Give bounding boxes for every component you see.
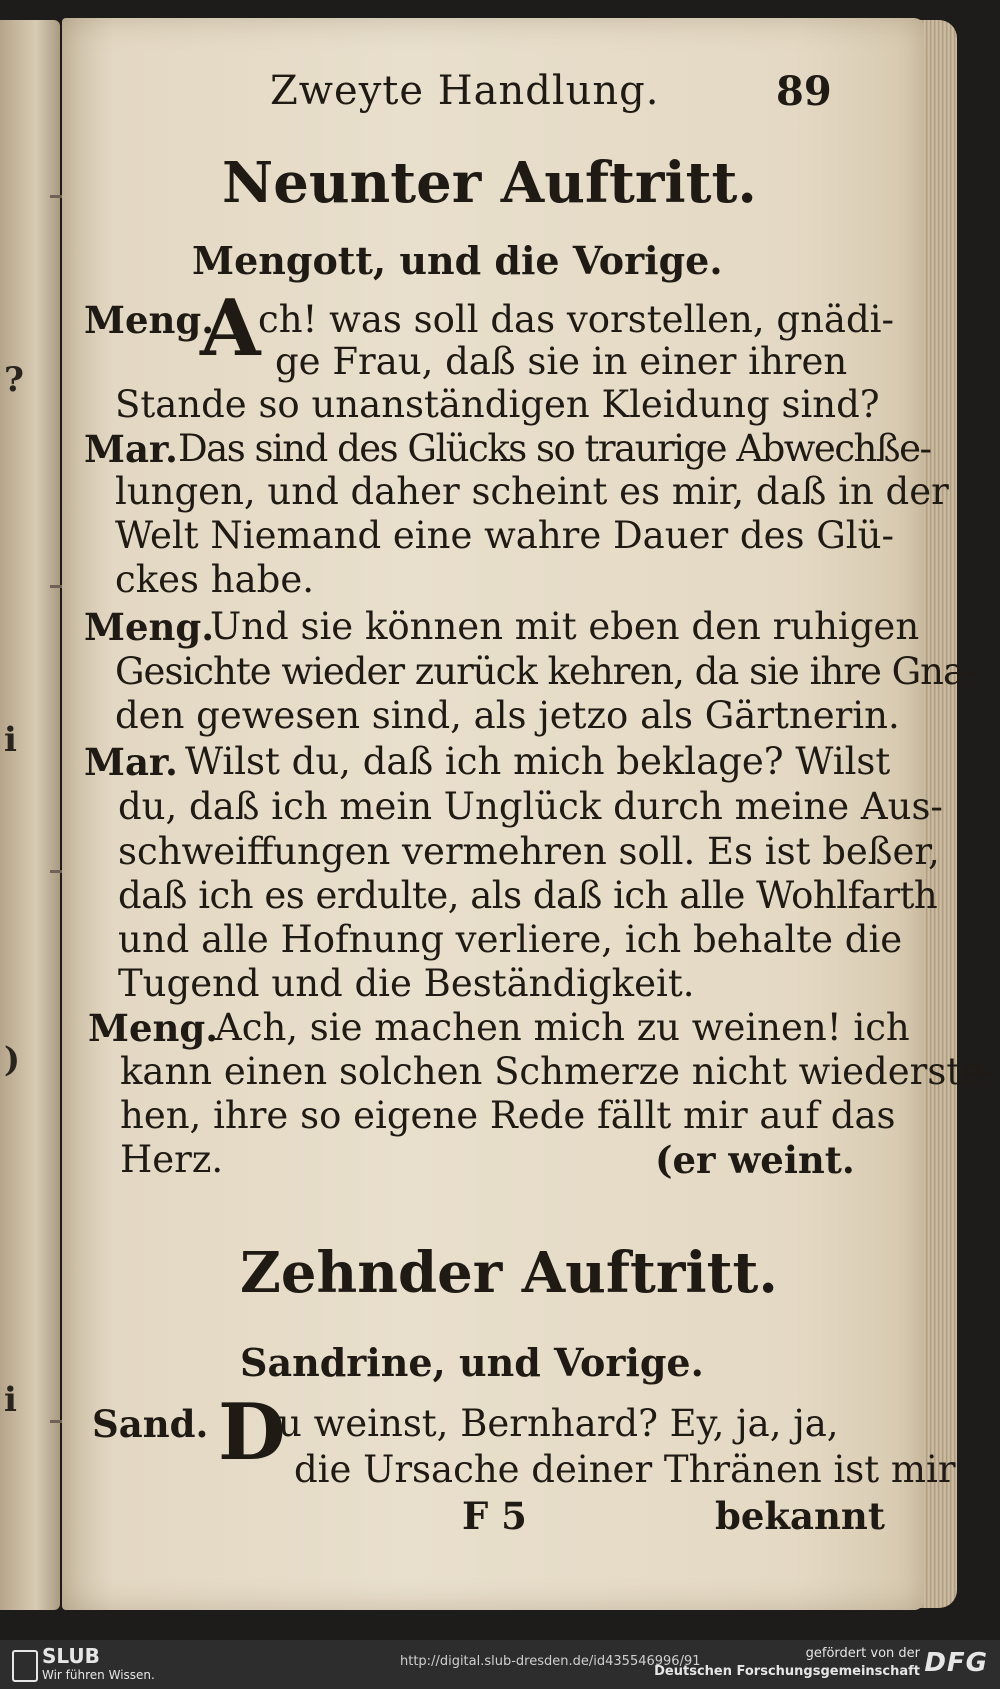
text-line: Welt Niemand eine wahre Dauer des Glü- <box>115 514 894 557</box>
text-line: die Ursache deiner Thränen ist mir <box>294 1448 956 1491</box>
catchword: bekannt <box>715 1494 885 1538</box>
text-line: ckes habe. <box>115 558 315 601</box>
scene-10-cast: Sandrine, und Vorige. <box>240 1340 704 1385</box>
viewer-footer <box>0 1640 1000 1689</box>
text-line: ge Frau, daß sie in einer ihren <box>275 340 848 383</box>
funding-organization: Deutschen Forschungsgemeinschaft <box>654 1664 920 1679</box>
speaker-label: Sand. <box>92 1402 209 1446</box>
text-line: den gewesen sind, als jetzo als Gärtnerin. <box>115 694 900 737</box>
text-line: Gesichte wieder zurück kehren, da sie ihre Gna- <box>115 650 976 693</box>
text-line: kann einen solchen Schmerze nicht wiederste- <box>120 1050 996 1093</box>
library-name: SLUB <box>42 1644 100 1668</box>
text-line: Das sind des Glücks so traurige Abwechßе- <box>178 427 931 470</box>
speaker-label: Meng. <box>84 605 215 649</box>
dfg-logo: DFG <box>924 1648 988 1678</box>
drop-capital: A <box>200 283 261 374</box>
facing-page-fragment: i <box>4 1380 17 1420</box>
speaker-label: Meng. <box>88 1006 219 1050</box>
running-head: Zweyte Handlung. <box>270 68 660 114</box>
page-number: 89 <box>776 68 832 115</box>
text-line: hen, ihre so eigene Rede fällt mir auf das <box>120 1094 896 1137</box>
text-line: du, daß ich mein Unglück durch meine Aus- <box>118 785 943 828</box>
scene-9-title: Neunter Auftritt. <box>222 150 757 216</box>
scene-9-cast: Mengott, und die Vorige. <box>192 238 723 283</box>
text-line: Wilst du, daß ich mich beklage? Wilst <box>185 740 891 783</box>
text-line: und alle Hofnung verliere, ich behalte die <box>118 918 903 961</box>
permalink[interactable]: http://digital.slub-dresden.de/id435546996/91 <box>400 1654 701 1669</box>
text-line: ch! was soll das vorstellen, gnädi- <box>258 298 894 341</box>
text-line: Tugend und die Beständigkeit. <box>118 962 695 1005</box>
text-line: Ach, sie machen mich zu weinen! ich <box>215 1006 910 1049</box>
library-tagline: Wir führen Wissen. <box>42 1668 155 1682</box>
text-line: lungen, und daher scheint es mir, daß in der <box>115 470 949 513</box>
text-line: schweiffungen vermehren soll. Es ist beßer, <box>118 830 940 873</box>
facing-page-fragment: i <box>4 720 17 760</box>
text-line: daß ich es erdulte, als daß ich alle Wohlfarth <box>118 874 938 917</box>
slub-logo-icon <box>12 1650 38 1682</box>
drop-capital: D <box>218 1387 286 1478</box>
scene-10-title: Zehnder Auftritt. <box>240 1240 778 1306</box>
signature-mark: F 5 <box>462 1494 527 1538</box>
speaker-label: Mar. <box>84 427 178 471</box>
funding-note: gefördert von der <box>805 1646 920 1661</box>
text-line: Herz. <box>120 1138 224 1181</box>
speaker-label: Meng. <box>84 298 215 342</box>
speaker-label: Mar. <box>84 740 178 784</box>
facing-page-fragment: ) <box>4 1040 21 1080</box>
text-line: Und sie können mit eben den ruhigen <box>210 605 920 648</box>
text-line: Stande so unanständigen Kleidung sind? <box>115 383 880 426</box>
stage-direction: (er weint. <box>655 1138 855 1182</box>
text-line: u weinst, Bernhard? Ey, ja, ja, <box>278 1402 839 1445</box>
facing-page-fragment: ? <box>4 360 24 400</box>
facing-page-edge <box>0 20 60 1610</box>
